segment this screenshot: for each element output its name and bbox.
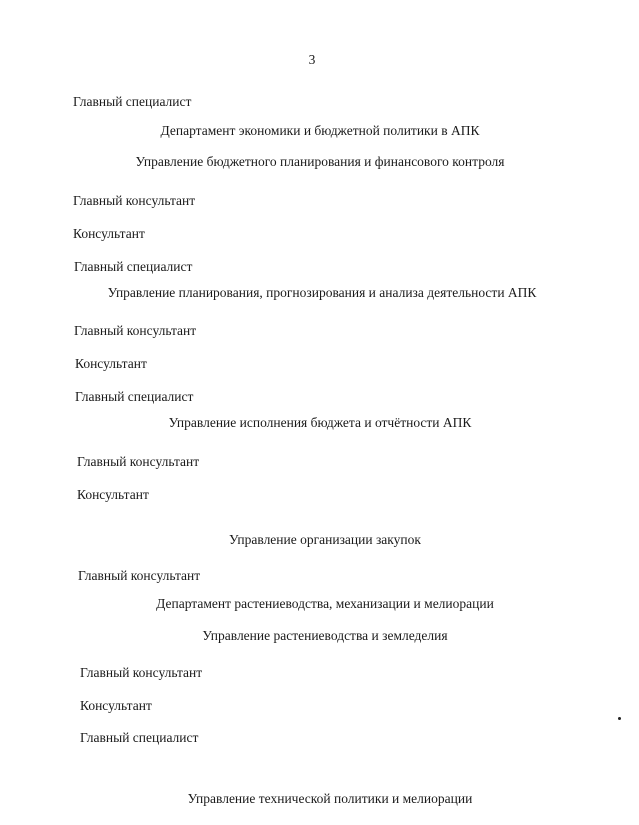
position-line: Консультант [80,698,152,713]
page-number: 3 [308,52,316,67]
position-line: Главный консультант [80,665,203,680]
division-heading: Управление бюджетного планирования и финансового контроля [135,154,505,169]
position-line: Главный консультант [77,454,200,469]
position-line: Главный консультант [73,193,196,208]
position-line: Главный специалист [73,94,192,109]
position-line: Главный консультант [74,323,197,338]
department-heading: Департамент растениеводства, механизации и мелиорации [156,596,494,611]
position-line: Консультант [73,226,145,241]
division-heading: Управление растениеводства и земледелия [202,628,448,643]
position-line: Консультант [75,356,147,371]
scan-speck [618,717,621,720]
department-heading: Департамент экономики и бюджетной политики в АПК [160,123,480,138]
division-heading: Управление исполнения бюджета и отчётности АПК [168,415,472,430]
division-heading: Управление организации закупок [229,532,421,547]
position-line: Главный специалист [74,259,193,274]
position-line: Главный специалист [80,730,199,745]
division-heading: Управление технической политики и мелиорации [187,791,473,806]
position-line: Главный консультант [78,568,201,583]
position-line: Консультант [77,487,149,502]
position-line: Главный специалист [75,389,194,404]
division-heading: Управление планирования, прогнозирования и анализа деятельности АПК [107,285,537,300]
